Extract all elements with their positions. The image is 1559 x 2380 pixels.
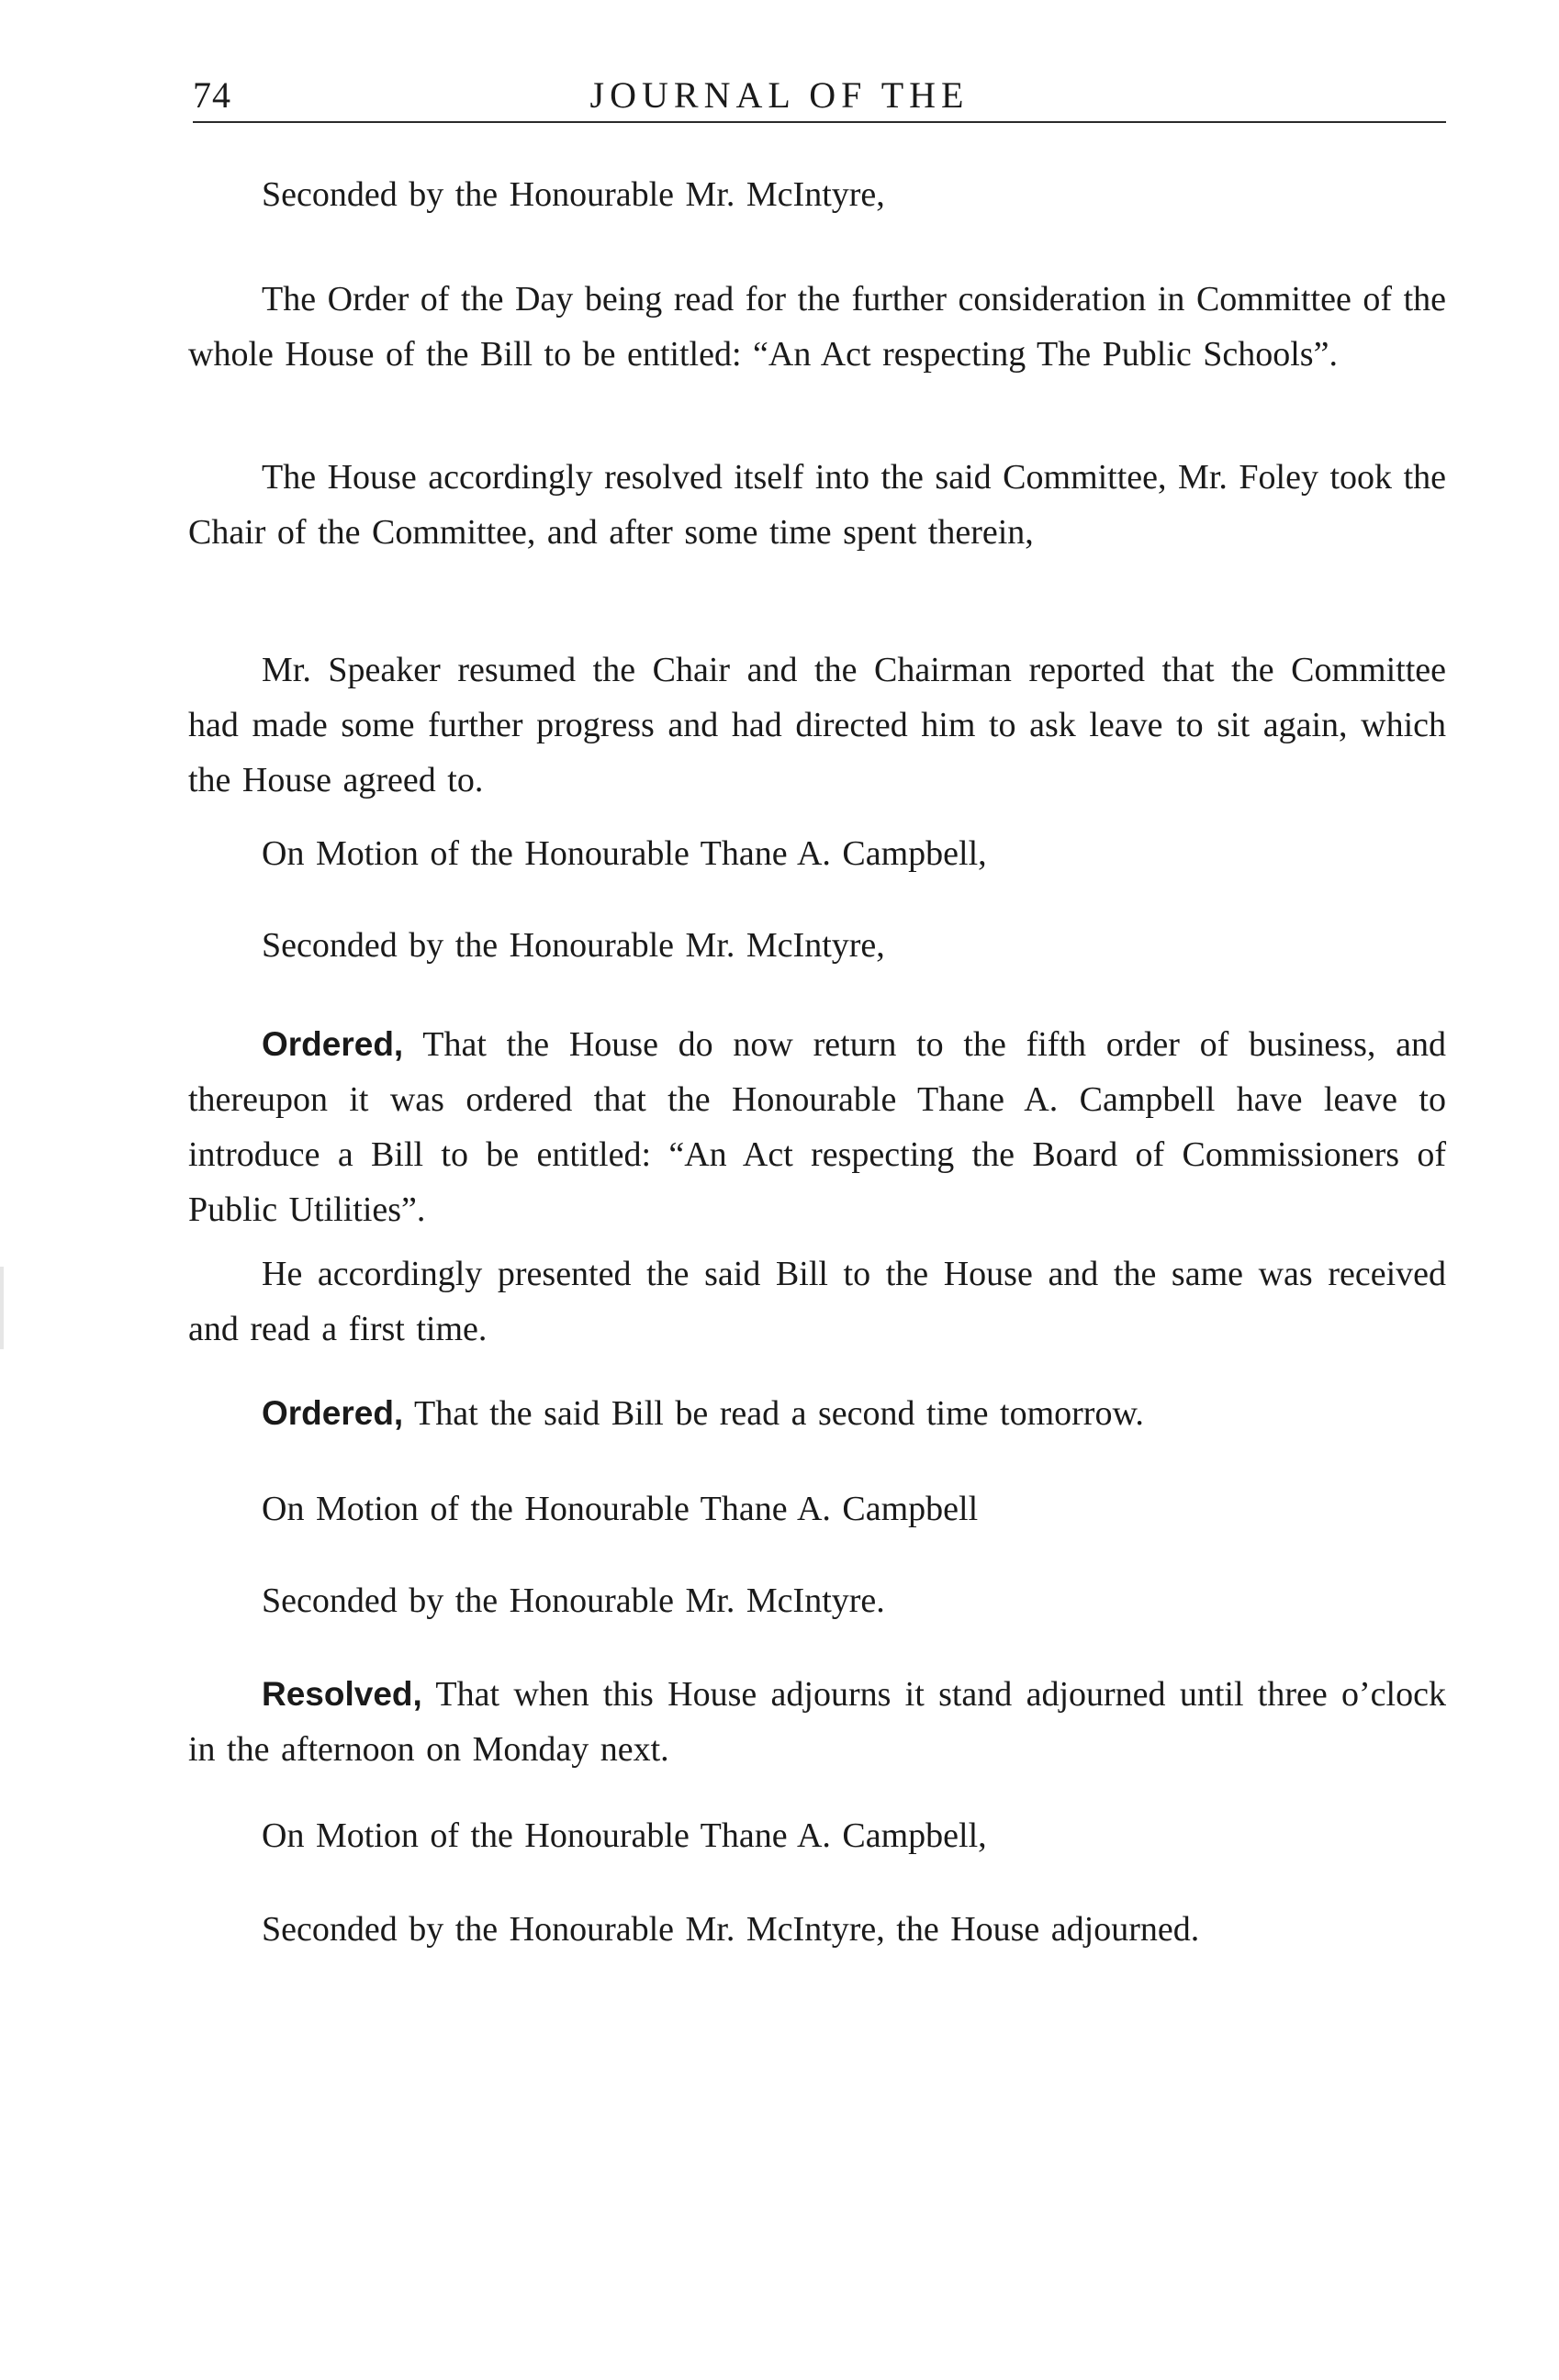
order-of-day-paragraph bbox=[188, 272, 1446, 382]
paragraph-lead: Resolved, bbox=[262, 1675, 422, 1713]
header-rule bbox=[193, 121, 1446, 123]
paragraph-text: On Motion of the Honourable Thane A. Campbell, bbox=[262, 1816, 987, 1855]
paragraph-text: On Motion of the Honourable Thane A. Campbell, bbox=[262, 834, 987, 873]
paragraph-text: Mr. Speaker resumed the Chair and the Chairman reported that the Committee had made some further progress and had directed him to ask leave to sit again, which the House agreed to. bbox=[188, 651, 1446, 799]
paragraph-text: He accordingly presented the said Bill to the House and the same was received and read a first time. bbox=[188, 1255, 1446, 1348]
paragraph-text: That the House do now return to the fifth order of business, and thereupon it was ordered that the Honourable Thane A. Campbell have leave to introduce a Bill to be entitled: “An Act respecting the Board of Commissioners of Public Utilities”. bbox=[188, 1025, 1446, 1229]
paragraph-text: The House accordingly resolved itself into the said Committee, Mr. Foley took the Chair of the Committee, and after some time spent therein, bbox=[188, 458, 1446, 552]
paragraph-text: Seconded by the Honourable Mr. McIntyre, bbox=[262, 175, 885, 214]
adjourned-paragraph bbox=[188, 1902, 1446, 1957]
speaker-paragraph bbox=[188, 642, 1446, 808]
motion-paragraph bbox=[188, 1481, 1446, 1536]
seconded-paragraph bbox=[188, 918, 1446, 973]
presented-paragraph bbox=[188, 1246, 1446, 1357]
ordered-paragraph bbox=[188, 1017, 1446, 1237]
running-head: JOURNAL OF THE bbox=[589, 74, 970, 116]
motion-paragraph bbox=[188, 1808, 1446, 1863]
resolved-paragraph bbox=[188, 1667, 1446, 1777]
paragraph-text: The Order of the Day being read for the further consideration in Committee of the whole House of the Bill to be entitled: “An Act respecting The Public Schools”. bbox=[188, 280, 1446, 374]
seconded-paragraph bbox=[188, 1573, 1446, 1628]
paragraph-lead: Ordered, bbox=[262, 1025, 404, 1063]
paragraph-text: Seconded by the Honourable Mr. McIntyre. bbox=[262, 1581, 885, 1620]
motion-paragraph bbox=[188, 826, 1446, 881]
paragraph-text: Seconded by the Honourable Mr. McIntyre, bbox=[262, 926, 885, 965]
seconded-paragraph bbox=[188, 167, 1446, 222]
paragraph-lead: Ordered, bbox=[262, 1394, 404, 1432]
paragraph-text: On Motion of the Honourable Thane A. Campbell bbox=[262, 1490, 979, 1528]
paragraph-text: That the said Bill be read a second time tomorrow. bbox=[414, 1394, 1144, 1433]
paragraph-text: That when this House adjourns it stand adjourned until three o’clock in the afternoon on Monday next. bbox=[188, 1675, 1446, 1769]
ordered-paragraph bbox=[188, 1386, 1446, 1441]
page-edge-mark bbox=[0, 1267, 4, 1349]
page-number: 74 bbox=[193, 74, 231, 116]
paragraph-text: Seconded by the Honourable Mr. McIntyre, the House adjourned. bbox=[262, 1910, 1200, 1949]
committee-paragraph bbox=[188, 450, 1446, 560]
